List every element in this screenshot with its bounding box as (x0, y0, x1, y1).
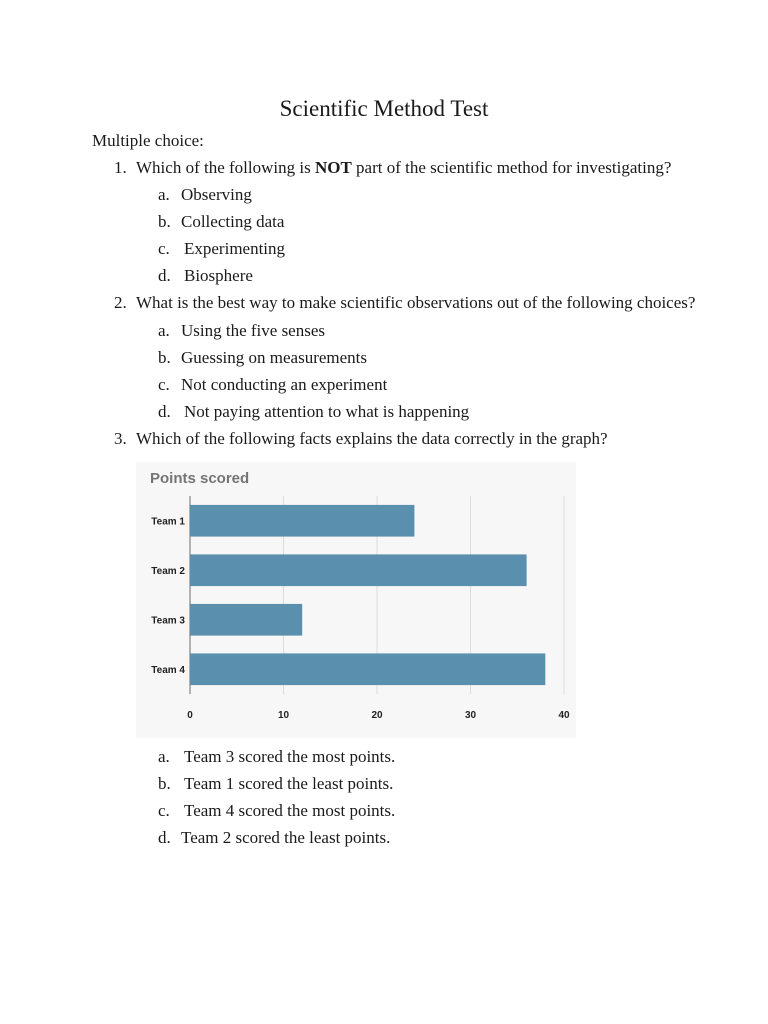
option-letter: d. (158, 266, 171, 285)
chart-tick-label: 10 (277, 710, 290, 721)
option-text: Not paying attention to what is happening (184, 402, 470, 421)
option-letter: c. (158, 239, 170, 258)
chart-category-label: Team 1 (151, 516, 185, 528)
chart-tick-label: 30 (464, 710, 477, 721)
question-text: What is the best way to make scientific observations out of the following choices? (136, 293, 696, 312)
chart-tick-label: 20 (371, 710, 383, 721)
question-number: 3. (114, 429, 127, 448)
question-number: 2. (114, 293, 127, 312)
chart-bar (190, 604, 302, 636)
option-text: Team 2 scored the least points. (181, 828, 391, 847)
chart-title: Points scored (150, 470, 250, 487)
question-number: 1. (114, 158, 127, 177)
option-text: Biosphere (184, 266, 253, 285)
option-text: Using the five senses (181, 321, 326, 340)
option-letter: c. (158, 375, 170, 394)
chart-tick-label: 40 (558, 710, 570, 721)
chart-bars (190, 505, 545, 685)
document-title: Scientific Method Test (279, 96, 489, 121)
chart-category-label: Team 2 (151, 565, 185, 577)
option-letter: d. (158, 402, 171, 421)
chart-category-labels (151, 516, 185, 676)
option-text: Team 4 scored the most points. (184, 801, 396, 820)
option-letter: b. (158, 212, 171, 231)
chart-tick-labels (187, 710, 570, 721)
section-label: Multiple choice: (92, 131, 204, 150)
option-text: Not conducting an experiment (181, 375, 388, 394)
option-text: Collecting data (181, 212, 285, 231)
option-letter: c. (158, 801, 170, 820)
question-text (136, 157, 671, 179)
chart-bar (190, 653, 545, 685)
option-letter: b. (158, 774, 171, 793)
chart-svg (136, 462, 576, 738)
option-letter: a. (158, 321, 170, 340)
chart-bar (190, 554, 527, 586)
option-text: Team 3 scored the most points. (184, 747, 396, 766)
chart-tick-label: 0 (187, 710, 193, 721)
points-chart (136, 462, 576, 738)
chart-category-label: Team 4 (151, 664, 185, 676)
option-text: Observing (181, 185, 252, 204)
question-text-part: Which of the following is (136, 158, 315, 177)
question-text-emphasis: NOT (314, 158, 352, 177)
option-letter: a. (158, 747, 170, 766)
option-letter: d. (158, 828, 171, 847)
question-text: Which of the following facts explains the data correctly in the graph? (136, 429, 608, 448)
chart-category-label: Team 3 (151, 615, 185, 627)
option-text: Experimenting (184, 239, 286, 258)
option-letter: a. (158, 185, 170, 204)
question-text-part: part of the scientific method for investigating? (351, 158, 672, 177)
option-text: Team 1 scored the least points. (184, 774, 394, 793)
option-text: Guessing on measurements (181, 348, 368, 367)
option-letter: b. (158, 348, 171, 367)
chart-bar (190, 505, 414, 537)
